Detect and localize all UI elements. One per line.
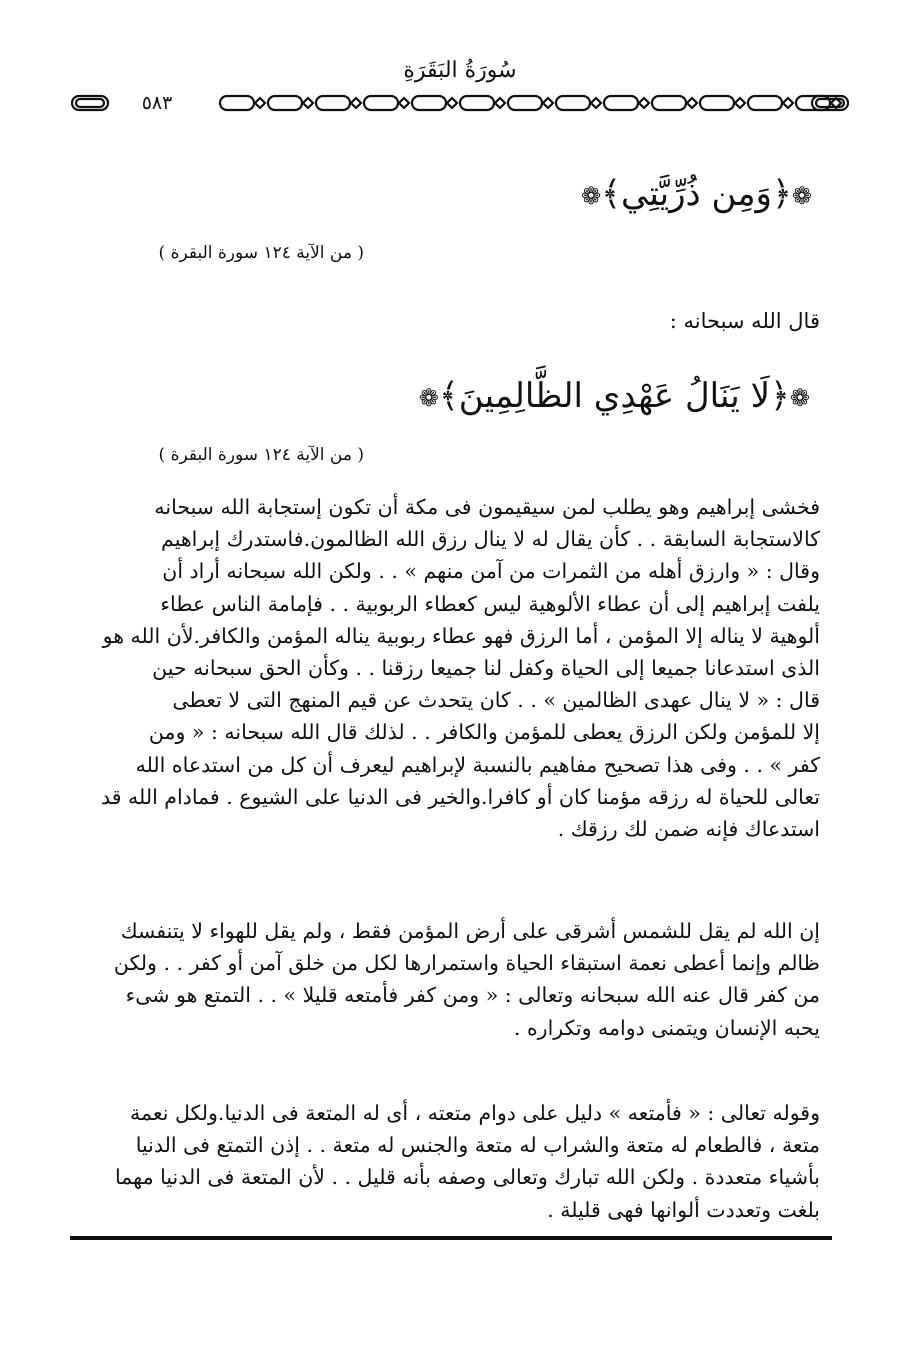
ornament-right-icon: ❁	[791, 182, 812, 210]
text-line: الذى استدعانا جميعا إلى الحياة وكفل لنا جميعا رزقنا . . وكأن الحق سبحانه حين	[152, 656, 820, 681]
verse-text-1: وَمِن ذُرِّيَّتِي	[621, 174, 772, 214]
text-line: بلغت وتعددت ألوانها فهى قليلة .	[547, 1197, 820, 1222]
text-line: كالاستجابة السابقة . . كأن يقال له لا ينال رزق الله الظالمون.فاستدرك إبراهيم	[161, 527, 820, 552]
header-ornament-row	[70, 88, 850, 118]
verse-text-2: لَا يَنَالُ عَهْدِي الظَّالِمِينَ	[458, 376, 770, 416]
text-line: يلفت إبراهيم إلى أن عطاء الألوهية ليس كعطاء الربوبية . . فإمامة الناس عطاء	[160, 591, 820, 616]
verse-reference-2: ( من الآية ١٢٤ سورة البقرة )	[158, 445, 364, 465]
ornament-left-icon: ❁	[418, 384, 439, 412]
text-line: يحبه الإنسان ويتمنى دوامه وتكراره .	[513, 1015, 820, 1040]
text-line: استدعاك فإنه ضمن لك رزقك .	[557, 817, 820, 842]
text-line: إلا للمؤمن ولكن الرزق يعطى للمؤمن والكافر . . لذلك قال الله سبحانه : « ومن	[148, 720, 820, 745]
intro-line: قال الله سبحانه :	[669, 309, 820, 333]
text-line: فخشى إبراهيم وهو يطلب لمن سيقيمون فى مكة أن تكون إستجابة الله سبحانه	[154, 495, 820, 519]
bottom-rule	[70, 1236, 832, 1240]
text-line: وقال : « وارزق أهله من الثمرات من آمن منهم » . . ولكن الله سبحانه أراد أن	[162, 559, 820, 584]
verse-quote-1: ❁﴿وَمِن ذُرِّيَّتِي﴾❁	[580, 174, 812, 214]
text-line: متعة ، فالطعام له متعة والشراب له متعة والجنس له متعة . . إذن التمتع فى الدنيا	[135, 1133, 820, 1158]
page-number: ٥٨٣	[141, 92, 173, 114]
text-line: بأشياء متعددة . ولكن الله تبارك وتعالى وصفه بأنه قليل . . لأن المتعة فى الدنيا مهما	[115, 1165, 820, 1190]
verse-quote-2: ❁﴿لَا يَنَالُ عَهْدِي الظَّالِمِينَ﴾❁	[418, 376, 810, 416]
text-line: وقوله تعالى : « فأمتعه » دليل على دوام متعته ، أى له المتعة فى الدنيا.ولكل نعمة	[129, 1101, 820, 1125]
text-line: إن الله لم يقل للشمس أشرقى على أرض المؤمن فقط ، ولم يقل للهواء لا يتنفسك	[120, 919, 820, 943]
surah-title: سُورَةُ البَقَرَةِ	[403, 58, 517, 83]
paragraph-2	[100, 915, 820, 1044]
text-line: من كفر قال عنه الله سبحانه وتعالى : « ومن كفر فأمتعه قليلا » . . التمتع هو شىء	[125, 983, 820, 1008]
paragraph-3	[100, 1097, 820, 1226]
ornament-right-icon: ❁	[789, 384, 810, 412]
text-line: كفر » . . وفى هذا تصحيح مفاهيم بالنسبة لإبراهيم ليعرف أن كل من استدعاه الله	[135, 752, 820, 777]
text-line: تعالى للحياة له رزقه مؤمنا كان أو كافرا.والخير فى الدنيا على الشيوع . فمادام الله قد	[100, 784, 820, 809]
verse-reference-1: ( من الآية ١٢٤ سورة البقرة )	[158, 243, 364, 263]
text-line: قال : « لا ينال عهدى الظالمين » . . كان يتحدث عن قيم المنهج التى لا تعطى	[172, 688, 820, 713]
ornament-left-icon: ❁	[580, 182, 602, 210]
text-line: ظالم وإنما أعطى نعمة استبقاء الحياة واستمرارها لكل من خلق آمن أو كفر . . ولكن	[113, 951, 820, 976]
paragraph-1	[100, 491, 820, 845]
text-line: ألوهية لا يناله إلا المؤمن ، أما الرزق فهو عطاء ربوبية يناله المؤمن والكافر.لأن الله هو	[102, 623, 820, 648]
